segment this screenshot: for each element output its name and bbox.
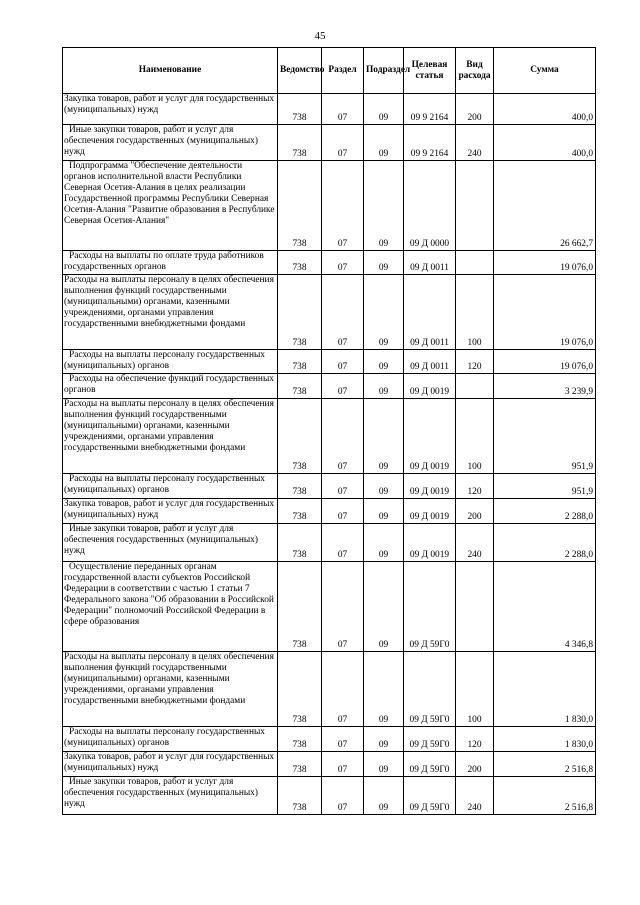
section-cell: 07 xyxy=(322,275,364,350)
dept-cell: 738 xyxy=(278,94,322,125)
name-text: Расходы на выплаты персоналу в целях обеспечения выполнения функций государственными (муниципальными) органами, казенными учреждениями, органами управления государственными внебюджетными фондами xyxy=(64,652,274,706)
name-cell xyxy=(63,275,278,350)
sum-cell: 1 830,0 xyxy=(494,727,596,752)
sum-cell: 1 830,0 xyxy=(494,652,596,727)
dept-cell: 738 xyxy=(278,562,322,652)
dept-cell: 738 xyxy=(278,499,322,524)
subsection-cell: 09 xyxy=(364,499,404,524)
name-text: Закупка товаров, работ и услуг для государственных (муниципальных) нужд xyxy=(64,752,275,773)
type-cell: 240 xyxy=(456,524,494,562)
dept-cell: 738 xyxy=(278,652,322,727)
target-cell: 09 Д 0019 xyxy=(404,374,456,399)
subsection-cell: 09 xyxy=(364,350,404,374)
table-row xyxy=(63,524,596,562)
table-row xyxy=(63,94,596,125)
sum-cell: 26 662,7 xyxy=(494,161,596,251)
subsection-cell: 09 xyxy=(364,752,404,777)
sum-cell: 3 239,9 xyxy=(494,374,596,399)
sum-cell: 19 076,0 xyxy=(494,275,596,350)
subsection-cell: 09 xyxy=(364,161,404,251)
section-cell: 07 xyxy=(322,499,364,524)
subsection-cell: 09 xyxy=(364,125,404,161)
type-cell: 200 xyxy=(456,499,494,524)
sum-cell: 2 516,8 xyxy=(494,777,596,815)
type-cell xyxy=(456,251,494,275)
subsection-cell: 09 xyxy=(364,474,404,499)
table-row xyxy=(63,125,596,161)
subsection-cell: 09 xyxy=(364,562,404,652)
dept-cell: 738 xyxy=(278,350,322,374)
name-text: Расходы на выплаты персоналу в целях обеспечения выполнения функций государственными (муниципальными) органами, казенными учреждениями, органами управления государственными внебюджетными фондами xyxy=(64,399,274,453)
dept-cell: 738 xyxy=(278,752,322,777)
type-cell: 100 xyxy=(456,652,494,727)
sum-cell: 4 346,8 xyxy=(494,562,596,652)
sum-cell: 19 076,0 xyxy=(494,350,596,374)
page-number: 45 xyxy=(314,30,326,42)
type-cell: 100 xyxy=(456,399,494,474)
table-body xyxy=(63,94,596,815)
name-text: Подпрограмма "Обеспечение деятельности органов исполнительной власти Республики Северная Осетия-Алания в целях реализации Государственной программы Республики Северная Осетия-Алания "Развитие образования в Республике Северная Осетия-Алания" xyxy=(64,161,275,226)
section-cell: 07 xyxy=(322,350,364,374)
name-cell xyxy=(63,562,278,652)
target-cell: 09 9 2164 xyxy=(404,125,456,161)
header-section: Раздел xyxy=(322,48,364,94)
dept-cell: 738 xyxy=(278,161,322,251)
dept-cell: 738 xyxy=(278,399,322,474)
name-cell xyxy=(63,374,278,399)
dept-cell: 738 xyxy=(278,727,322,752)
dept-cell: 738 xyxy=(278,524,322,562)
target-cell: 09 Д 0000 xyxy=(404,161,456,251)
section-cell: 07 xyxy=(322,562,364,652)
type-cell: 120 xyxy=(456,350,494,374)
section-cell: 07 xyxy=(322,251,364,275)
table-row xyxy=(63,562,596,652)
name-cell xyxy=(63,161,278,251)
name-cell xyxy=(63,752,278,777)
sum-cell: 2 516,8 xyxy=(494,752,596,777)
table-row xyxy=(63,251,596,275)
type-cell: 240 xyxy=(456,777,494,815)
target-cell: 09 Д 0019 xyxy=(404,399,456,474)
dept-cell: 738 xyxy=(278,474,322,499)
target-cell: 09 Д 59Г0 xyxy=(404,777,456,815)
table-row xyxy=(63,499,596,524)
table-header-row xyxy=(63,48,596,94)
target-cell: 09 Д 59Г0 xyxy=(404,727,456,752)
target-cell: 09 Д 0019 xyxy=(404,474,456,499)
name-text: Иные закупки товаров, работ и услуг для обеспечения государственных (муниципальных) нужд xyxy=(64,125,258,157)
sum-cell: 2 288,0 xyxy=(494,524,596,562)
table-row xyxy=(63,161,596,251)
section-cell: 07 xyxy=(322,374,364,399)
table-row xyxy=(63,374,596,399)
name-text: Закупка товаров, работ и услуг для государственных (муниципальных) нужд xyxy=(64,499,275,520)
section-cell: 07 xyxy=(322,524,364,562)
section-cell: 07 xyxy=(322,652,364,727)
table-row xyxy=(63,399,596,474)
header-dept: Ведомство xyxy=(278,48,322,94)
type-cell xyxy=(456,562,494,652)
target-cell: 09 Д 59Г0 xyxy=(404,562,456,652)
subsection-cell: 09 xyxy=(364,652,404,727)
type-cell xyxy=(456,374,494,399)
subsection-cell: 09 xyxy=(364,94,404,125)
sum-cell: 400,0 xyxy=(494,125,596,161)
name-text: Расходы на выплаты персоналу в целях обеспечения выполнения функций государственными (муниципальными) органами, казенными учреждениями, органами управления государственными внебюджетными фондами xyxy=(64,275,274,329)
name-text: Осуществление переданных органам государственной власти субъектов Российской Федерации в соответствии с частью 1 статьи 7 Федерального закона "Об образовании в Российской Федерации" полномочий Российской Федерации в сфере образования xyxy=(64,562,274,627)
table-row xyxy=(63,275,596,350)
table-row xyxy=(63,727,596,752)
type-cell: 100 xyxy=(456,275,494,350)
section-cell: 07 xyxy=(322,727,364,752)
dept-cell: 738 xyxy=(278,125,322,161)
target-cell: 09 Д 59Г0 xyxy=(404,752,456,777)
budget-table xyxy=(62,47,596,815)
table-row xyxy=(63,777,596,815)
table-row xyxy=(63,652,596,727)
section-cell: 07 xyxy=(322,777,364,815)
target-cell: 09 Д 0011 xyxy=(404,251,456,275)
section-cell: 07 xyxy=(322,125,364,161)
sum-cell: 951,9 xyxy=(494,399,596,474)
subsection-cell: 09 xyxy=(364,275,404,350)
header-sum: Сумма xyxy=(494,48,596,94)
section-cell: 07 xyxy=(322,161,364,251)
name-text: Расходы на выплаты персоналу государственных (муниципальных) органов xyxy=(64,350,265,371)
name-text: Иные закупки товаров, работ и услуг для обеспечения государственных (муниципальных) нужд xyxy=(64,777,258,809)
sum-cell: 400,0 xyxy=(494,94,596,125)
target-cell: 09 Д 0019 xyxy=(404,499,456,524)
name-text: Расходы на выплаты персоналу государственных (муниципальных) органов xyxy=(64,727,265,748)
table-row xyxy=(63,752,596,777)
name-text: Иные закупки товаров, работ и услуг для обеспечения государственных (муниципальных) нужд xyxy=(64,524,258,556)
type-cell: 120 xyxy=(456,727,494,752)
name-cell xyxy=(63,524,278,562)
target-cell: 09 Д 0019 xyxy=(404,524,456,562)
header-name: Наименование xyxy=(63,48,278,94)
subsection-cell: 09 xyxy=(364,524,404,562)
name-cell xyxy=(63,94,278,125)
type-cell: 200 xyxy=(456,94,494,125)
dept-cell: 738 xyxy=(278,777,322,815)
subsection-cell: 09 xyxy=(364,374,404,399)
name-cell xyxy=(63,350,278,374)
type-cell xyxy=(456,161,494,251)
header-type: Вид расхода xyxy=(456,48,494,94)
name-text: Закупка товаров, работ и услуг для государственных (муниципальных) нужд xyxy=(64,94,275,115)
type-cell: 120 xyxy=(456,474,494,499)
dept-cell: 738 xyxy=(278,374,322,399)
sum-cell: 951,9 xyxy=(494,474,596,499)
target-cell: 09 Д 59Г0 xyxy=(404,652,456,727)
name-cell xyxy=(63,727,278,752)
table-row xyxy=(63,350,596,374)
name-cell xyxy=(63,251,278,275)
name-cell xyxy=(63,777,278,815)
target-cell: 09 Д 0011 xyxy=(404,275,456,350)
section-cell: 07 xyxy=(322,399,364,474)
table-row xyxy=(63,474,596,499)
type-cell: 200 xyxy=(456,752,494,777)
name-cell xyxy=(63,474,278,499)
sum-cell: 19 076,0 xyxy=(494,251,596,275)
name-cell xyxy=(63,125,278,161)
section-cell: 07 xyxy=(322,752,364,777)
target-cell: 09 9 2164 xyxy=(404,94,456,125)
section-cell: 07 xyxy=(322,94,364,125)
name-cell xyxy=(63,652,278,727)
section-cell: 07 xyxy=(322,474,364,499)
subsection-cell: 09 xyxy=(364,777,404,815)
subsection-cell: 09 xyxy=(364,727,404,752)
header-subsection: Подраздел xyxy=(364,48,404,94)
name-cell xyxy=(63,499,278,524)
target-cell: 09 Д 0011 xyxy=(404,350,456,374)
name-text: Расходы на обеспечение функций государственных органов xyxy=(64,374,274,395)
dept-cell: 738 xyxy=(278,251,322,275)
sum-cell: 2 288,0 xyxy=(494,499,596,524)
name-text: Расходы на выплаты персоналу государственных (муниципальных) органов xyxy=(64,474,265,495)
dept-cell: 738 xyxy=(278,275,322,350)
name-text: Расходы на выплаты по оплате труда работников государственных органов xyxy=(64,251,264,272)
name-cell xyxy=(63,399,278,474)
subsection-cell: 09 xyxy=(364,251,404,275)
subsection-cell: 09 xyxy=(364,399,404,474)
header-target: Целевая статья xyxy=(404,48,456,94)
type-cell: 240 xyxy=(456,125,494,161)
